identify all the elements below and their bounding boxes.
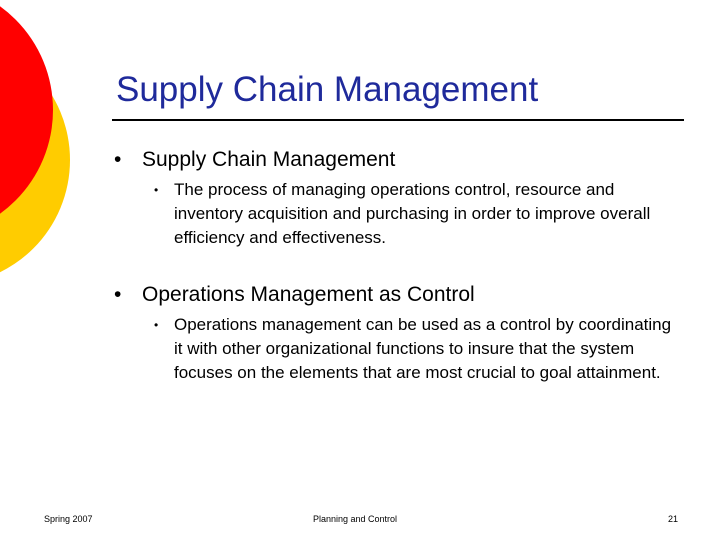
bullet-text: Operations management can be used as a control by coordinating it with other organizational functions to insure that the system focuses on the elements that are most crucial to goal attainment.	[174, 315, 672, 382]
bullet-marker: •	[114, 283, 122, 306]
bullet-level1-operations-control	[114, 282, 475, 308]
bullet-marker: •	[154, 318, 159, 332]
bullet-marker: •	[114, 148, 122, 171]
bullet-level2-supply-chain-definition	[154, 178, 684, 250]
bullet-level2-operations-definition	[154, 313, 684, 385]
footer-title: Planning and Control	[313, 514, 398, 524]
footer-date: Spring 2007	[44, 514, 93, 524]
slide-title: Supply Chain Management	[116, 70, 539, 109]
bullet-text: Operations Management as Control	[142, 283, 475, 306]
bullet-text: The process of managing operations control, resource and inventory acquisition and purchasing in order to improve overall efficiency and effectiveness.	[174, 180, 651, 247]
bullet-level1-supply-chain	[114, 147, 395, 173]
bullet-text: Supply Chain Management	[142, 148, 396, 171]
bullet-marker: •	[154, 183, 159, 197]
slide-number: 21	[667, 514, 678, 524]
